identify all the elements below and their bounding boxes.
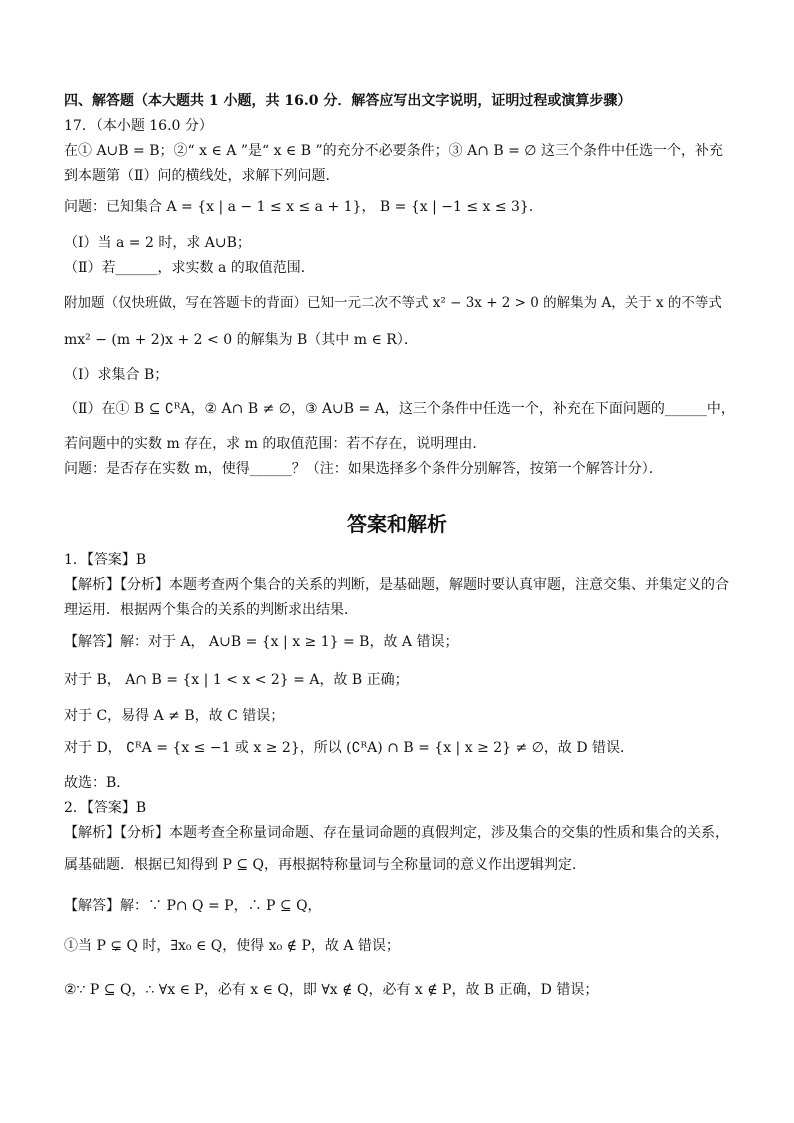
problem-17-header: 17．（本小题 16.0 分） (64, 118, 213, 134)
section-heading: 四、解答题（本大题共 1 小题，共 16.0 分．解答应写出文字说明，证明过程或演算步骤） (64, 93, 632, 109)
bonus-question: 问题：是否存在实数 m，使得______？（注：如果选择多个条件分别解答，按第一个解答计分）． (64, 461, 663, 477)
bonus-part2b: 若问题中的实数 m 存在，求 m 的取值范围：若不存在，说明理由． (64, 436, 487, 452)
bonus-part1: （Ⅰ）求集合 B； (64, 367, 169, 383)
problem-17-line1: 在① A∪B = B；②“ x ∈ A ”是“ x ∈ B ”的充分不必要条件；③ A∩ B = ∅ 这三个条件中任选一个，补充 (64, 143, 723, 159)
answer-1-solution-line2: 对于 B， A∩ B = {x | 1 < x < 2} = A，故 B 正确； (64, 672, 409, 688)
answer-2-solution-line3: ②∵ P ⊆ Q，∴ ∀x ∈ P，必有 x ∈ Q，即 ∀x ∉ Q，必有 x ∉ P，故 B 正确，D 错误； (64, 982, 599, 998)
problem-17-question: 问题：已知集合 A = {x | a − 1 ≤ x ≤ a + 1}， B = {x | −1 ≤ x ≤ 3}． (64, 199, 543, 215)
answer-1-analysis-line2: 理运用．根据两个集合的关系的判断求出结果． (64, 602, 358, 618)
answer-1-solution-line1: 【解答】解：对于 A， A∪B = {x | x ≥ 1} = B，故 A 错误； (64, 634, 459, 650)
problem-17-part2: （Ⅱ）若______，求实数 a 的取值范围． (64, 260, 315, 276)
problem-17-part1: （Ⅰ）当 a = 2 时，求 A∪B； (64, 235, 251, 251)
bonus-line2: mx² − (m + 2)x + 2 < 0 的解集为 B（其中 m ∈ R）． (64, 332, 418, 348)
answer-2-analysis-line2: 属基础题．根据已知得到 P ⊆ Q，再根据特称量词与全称量词的意义作出逻辑判定． (64, 857, 586, 873)
answer-2-solution-line1: 【解答】解：∵ P∩ Q = P，∴ P ⊆ Q， (64, 898, 322, 914)
answer-1-solution-line4: 对于 D， ∁ᴿA = {x ≤ −1 或 x ≥ 2}，所以 (∁ᴿA) ∩ B = {x | x ≥ 2} ≠ ∅，故 D 错误． (64, 740, 635, 756)
answer-1-label: 1．【答案】B (64, 552, 147, 568)
bonus-line1: 附加题（仅快班做，写在答题卡的背面）已知一元二次不等式 x² − 3x + 2 > 0 的解集为 A，关于 x 的不等式 (64, 295, 722, 311)
answer-1-analysis-line1: 【解析】【分析】本题考查两个集合的关系的判断，是基础题，解题时要认真审题，注意交集、并集定义的合 (64, 577, 729, 593)
answer-2-analysis-line1: 【解析】【分析】本题考查全称量词命题、存在量词命题的真假判定，涉及集合的交集的性质和集合的关系， (64, 825, 729, 841)
answer-2-label: 2．【答案】B (64, 800, 147, 816)
answers-title: 答案和解析 (347, 512, 447, 536)
answer-2-solution-line2: ①当 P ⊊ Q 时，∃x₀ ∈ Q，使得 x₀ ∉ P，故 A 错误； (64, 938, 400, 954)
bonus-part2: （Ⅱ）在① B ⊆ ∁ᴿA，② A∩ B ≠ ∅，③ A∪B = A，这三个条件中任选一个，补充在下面问题的______中， (64, 401, 735, 417)
problem-17-line2: 到本题第（Ⅱ）问的横线处，求解下列问题． (64, 168, 340, 184)
answer-1-solution-line3: 对于 C，易得 A ≠ B，故 C 错误； (64, 708, 285, 724)
answer-1-solution-line5: 故选：B． (64, 775, 131, 791)
